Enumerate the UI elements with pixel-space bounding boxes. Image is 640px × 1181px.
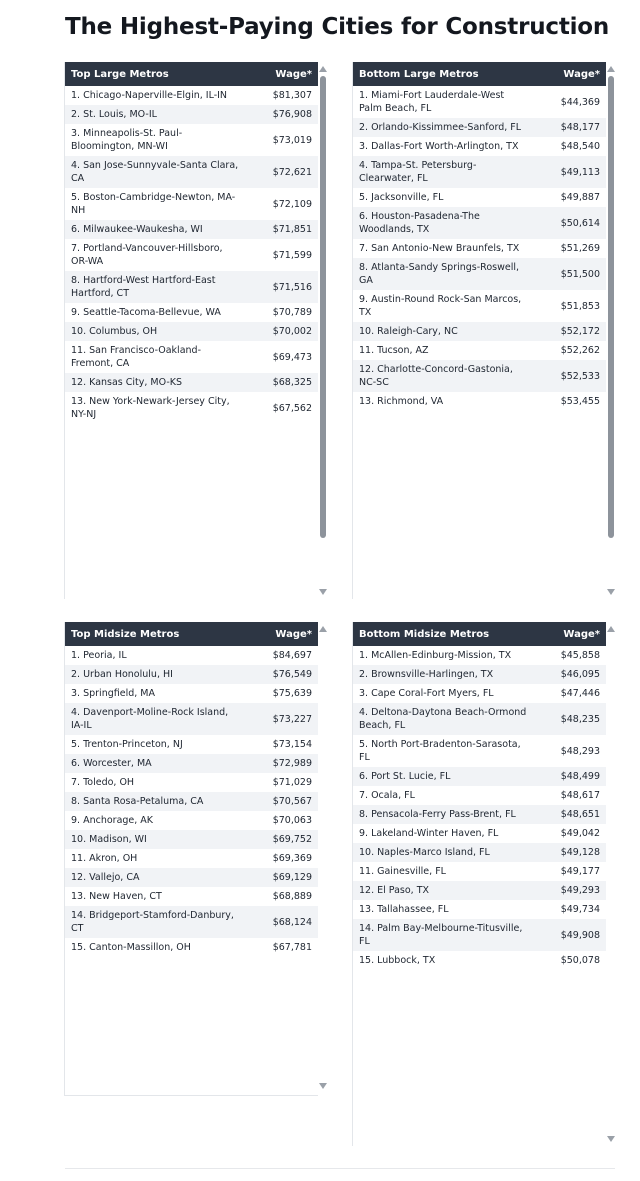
- scrollbar[interactable]: [605, 622, 617, 1146]
- table-row: [65, 271, 318, 303]
- metro-name-cell: 3. Minneapolis-St. Paul-Bloomington, MN-WI: [65, 124, 248, 156]
- metro-name-cell: 13. Richmond, VA: [353, 392, 536, 411]
- metro-name-cell: 1. Chicago-Naperville-Elgin, IL-IN: [65, 86, 248, 105]
- table-row: [353, 767, 606, 786]
- metro-name-cell: 3. Cape Coral-Fort Myers, FL: [353, 684, 536, 703]
- wage-cell: $51,853: [536, 290, 606, 322]
- wage-table: [65, 62, 318, 424]
- table-bottom-midsize-metros[interactable]: [352, 622, 617, 1146]
- table-row: [353, 188, 606, 207]
- metro-name-cell: 2. Urban Honolulu, HI: [65, 665, 248, 684]
- metro-name-cell: 14. Palm Bay-Melbourne-Titusville, FL: [353, 919, 536, 951]
- metro-name-cell: 6. Milwaukee-Waukesha, WI: [65, 220, 248, 239]
- wage-cell: $81,307: [248, 86, 318, 105]
- scroll-up-arrow-icon[interactable]: [319, 66, 327, 72]
- metro-name-cell: 10. Columbus, OH: [65, 322, 248, 341]
- metro-name-cell: 6. Port St. Lucie, FL: [353, 767, 536, 786]
- table-row: [65, 868, 318, 887]
- page-title: The Highest-Paying Cities for Construction: [65, 14, 610, 40]
- wage-cell: $69,369: [248, 849, 318, 868]
- wage-cell: $73,019: [248, 124, 318, 156]
- table-row: [65, 811, 318, 830]
- wage-cell: $52,172: [536, 322, 606, 341]
- metro-name-cell: 13. New York-Newark-Jersey City, NY-NJ: [65, 392, 248, 424]
- metro-name-cell: 13. New Haven, CT: [65, 887, 248, 906]
- scroll-up-arrow-icon[interactable]: [607, 626, 615, 632]
- wage-cell: $46,095: [536, 665, 606, 684]
- column-header-metro[interactable]: Top Large Metros: [65, 62, 248, 86]
- table-row: [65, 392, 318, 424]
- table-row: [65, 665, 318, 684]
- table-row: [353, 646, 606, 665]
- table-row: [65, 684, 318, 703]
- table-frame: [64, 622, 318, 1096]
- wage-cell: $48,293: [536, 735, 606, 767]
- metro-name-cell: 9. Austin-Round Rock-San Marcos, TX: [353, 290, 536, 322]
- metro-name-cell: 12. Charlotte-Concord-Gastonia, NC-SC: [353, 360, 536, 392]
- column-header-wage[interactable]: Wage*: [536, 622, 606, 646]
- table-frame: [352, 62, 606, 599]
- table-row: [353, 735, 606, 767]
- metro-name-cell: 7. Portland-Vancouver-Hillsboro, OR-WA: [65, 239, 248, 271]
- metro-name-cell: 15. Canton-Massillon, OH: [65, 938, 248, 957]
- table-row: [65, 373, 318, 392]
- metro-name-cell: 10. Naples-Marco Island, FL: [353, 843, 536, 862]
- table-row: [65, 906, 318, 938]
- table-header-row: [353, 622, 606, 646]
- wage-cell: $71,029: [248, 773, 318, 792]
- metro-name-cell: 10. Madison, WI: [65, 830, 248, 849]
- wage-cell: $84,697: [248, 646, 318, 665]
- table-row: [65, 124, 318, 156]
- table-row: [65, 341, 318, 373]
- metro-name-cell: 11. Akron, OH: [65, 849, 248, 868]
- table-row: [353, 156, 606, 188]
- table-row: [65, 105, 318, 124]
- wage-cell: $72,109: [248, 188, 318, 220]
- wage-cell: $49,734: [536, 900, 606, 919]
- wage-cell: $67,562: [248, 392, 318, 424]
- scrollbar[interactable]: [605, 62, 617, 599]
- wage-cell: $49,293: [536, 881, 606, 900]
- metro-name-cell: 8. Atlanta-Sandy Springs-Roswell, GA: [353, 258, 536, 290]
- metro-name-cell: 7. San Antonio-New Braunfels, TX: [353, 239, 536, 258]
- metro-name-cell: 12. Kansas City, MO-KS: [65, 373, 248, 392]
- table-row: [65, 792, 318, 811]
- wage-cell: $51,269: [536, 239, 606, 258]
- column-header-wage[interactable]: Wage*: [248, 62, 318, 86]
- wage-cell: $71,851: [248, 220, 318, 239]
- wage-cell: $48,177: [536, 118, 606, 137]
- wage-cell: $49,128: [536, 843, 606, 862]
- table-row: [65, 773, 318, 792]
- scroll-up-arrow-icon[interactable]: [607, 66, 615, 72]
- table-row: [65, 220, 318, 239]
- scroll-down-arrow-icon[interactable]: [319, 1083, 327, 1089]
- table-row: [65, 646, 318, 665]
- wage-cell: $67,781: [248, 938, 318, 957]
- metro-name-cell: 5. North Port-Bradenton-Sarasota, FL: [353, 735, 536, 767]
- table-top-midsize-metros[interactable]: [64, 622, 329, 1097]
- table-row: [65, 188, 318, 220]
- wage-cell: $51,500: [536, 258, 606, 290]
- table-row: [353, 239, 606, 258]
- metro-name-cell: 8. Pensacola-Ferry Pass-Brent, FL: [353, 805, 536, 824]
- table-row: [65, 156, 318, 188]
- metro-name-cell: 10. Raleigh-Cary, NC: [353, 322, 536, 341]
- wage-cell: $70,789: [248, 303, 318, 322]
- table-row: [65, 887, 318, 906]
- table-row: [353, 824, 606, 843]
- table-row: [353, 900, 606, 919]
- wage-cell: $72,621: [248, 156, 318, 188]
- table-row: [353, 919, 606, 951]
- column-header-metro[interactable]: Top Midsize Metros: [65, 622, 248, 646]
- metro-name-cell: 4. Deltona-Daytona Beach-Ormond Beach, FL: [353, 703, 536, 735]
- metro-name-cell: 11. Tucson, AZ: [353, 341, 536, 360]
- table-row: [353, 392, 606, 411]
- table-row: [353, 322, 606, 341]
- metro-name-cell: 15. Lubbock, TX: [353, 951, 536, 970]
- table-row: [353, 360, 606, 392]
- wage-cell: $70,567: [248, 792, 318, 811]
- wage-cell: $69,129: [248, 868, 318, 887]
- wage-table: [353, 62, 606, 411]
- table-header-row: [353, 62, 606, 86]
- wage-cell: $48,617: [536, 786, 606, 805]
- table-row: [353, 786, 606, 805]
- wage-cell: $75,639: [248, 684, 318, 703]
- metro-name-cell: 2. Orlando-Kissimmee-Sanford, FL: [353, 118, 536, 137]
- metro-name-cell: 3. Springfield, MA: [65, 684, 248, 703]
- metro-name-cell: 9. Anchorage, AK: [65, 811, 248, 830]
- metro-name-cell: 7. Toledo, OH: [65, 773, 248, 792]
- wage-cell: $50,614: [536, 207, 606, 239]
- wage-cell: $48,499: [536, 767, 606, 786]
- table-row: [65, 754, 318, 773]
- wage-cell: $48,540: [536, 137, 606, 156]
- wage-table: [65, 622, 318, 957]
- metro-name-cell: 14. Bridgeport-Stamford-Danbury, CT: [65, 906, 248, 938]
- wage-cell: $48,235: [536, 703, 606, 735]
- table-row: [65, 239, 318, 271]
- wage-cell: $49,908: [536, 919, 606, 951]
- metro-name-cell: 4. Tampa-St. Petersburg-Clearwater, FL: [353, 156, 536, 188]
- column-header-wage[interactable]: Wage*: [248, 622, 318, 646]
- table-row: [353, 805, 606, 824]
- wage-cell: $49,177: [536, 862, 606, 881]
- metro-name-cell: 2. St. Louis, MO-IL: [65, 105, 248, 124]
- table-row: [65, 303, 318, 322]
- wage-cell: $73,227: [248, 703, 318, 735]
- table-row: [65, 86, 318, 105]
- wage-cell: $49,042: [536, 824, 606, 843]
- table-header-row: [65, 62, 318, 86]
- metro-name-cell: 12. El Paso, TX: [353, 881, 536, 900]
- table-row: [353, 341, 606, 360]
- table-row: [65, 849, 318, 868]
- table-row: [65, 938, 318, 957]
- wage-cell: $68,124: [248, 906, 318, 938]
- scroll-down-arrow-icon[interactable]: [319, 589, 327, 595]
- table-row: [65, 322, 318, 341]
- table-row: [65, 703, 318, 735]
- wage-cell: $48,651: [536, 805, 606, 824]
- wage-cell: $45,858: [536, 646, 606, 665]
- wage-cell: $53,455: [536, 392, 606, 411]
- table-row: [353, 258, 606, 290]
- wage-cell: $70,063: [248, 811, 318, 830]
- wage-cell: $76,908: [248, 105, 318, 124]
- metro-name-cell: 2. Brownsville-Harlingen, TX: [353, 665, 536, 684]
- wage-cell: $49,887: [536, 188, 606, 207]
- table-row: [353, 703, 606, 735]
- divider: [65, 1168, 615, 1169]
- scrollbar-thumb[interactable]: [608, 76, 614, 538]
- wage-cell: $76,549: [248, 665, 318, 684]
- table-top-large-metros[interactable]: [64, 62, 329, 599]
- metro-name-cell: 6. Houston-Pasadena-The Woodlands, TX: [353, 207, 536, 239]
- column-header-metro[interactable]: Bottom Midsize Metros: [353, 622, 536, 646]
- metro-name-cell: 1. McAllen-Edinburg-Mission, TX: [353, 646, 536, 665]
- metro-name-cell: 9. Lakeland-Winter Haven, FL: [353, 824, 536, 843]
- table-row: [353, 290, 606, 322]
- wage-cell: $72,989: [248, 754, 318, 773]
- scrollbar-thumb[interactable]: [320, 76, 326, 538]
- wage-cell: $44,369: [536, 86, 606, 118]
- scroll-up-arrow-icon[interactable]: [319, 626, 327, 632]
- metro-name-cell: 8. Hartford-West Hartford-East Hartford, CT: [65, 271, 248, 303]
- table-bottom-large-metros[interactable]: [352, 62, 617, 599]
- metro-name-cell: 9. Seattle-Tacoma-Bellevue, WA: [65, 303, 248, 322]
- scrollbar[interactable]: [317, 622, 329, 1097]
- table-row: [353, 843, 606, 862]
- scroll-down-arrow-icon[interactable]: [607, 589, 615, 595]
- wage-cell: $52,533: [536, 360, 606, 392]
- metro-name-cell: 5. Jacksonville, FL: [353, 188, 536, 207]
- metro-name-cell: 1. Miami-Fort Lauderdale-West Palm Beach, FL: [353, 86, 536, 118]
- table-row: [353, 86, 606, 118]
- table-frame: [64, 62, 318, 599]
- table-row: [65, 830, 318, 849]
- metro-name-cell: 11. San Francisco-Oakland-Fremont, CA: [65, 341, 248, 373]
- table-row: [353, 881, 606, 900]
- metro-name-cell: 5. Boston-Cambridge-Newton, MA-NH: [65, 188, 248, 220]
- metro-name-cell: 11. Gainesville, FL: [353, 862, 536, 881]
- wage-cell: $71,599: [248, 239, 318, 271]
- wage-cell: $71,516: [248, 271, 318, 303]
- table-frame: [352, 622, 606, 1146]
- metro-name-cell: 6. Worcester, MA: [65, 754, 248, 773]
- wage-cell: $50,078: [536, 951, 606, 970]
- scrollbar[interactable]: [317, 62, 329, 599]
- table-row: [353, 137, 606, 156]
- table-row: [65, 735, 318, 754]
- wage-cell: $52,262: [536, 341, 606, 360]
- wage-cell: $68,889: [248, 887, 318, 906]
- metro-name-cell: 8. Santa Rosa-Petaluma, CA: [65, 792, 248, 811]
- metro-name-cell: 12. Vallejo, CA: [65, 868, 248, 887]
- metro-name-cell: 3. Dallas-Fort Worth-Arlington, TX: [353, 137, 536, 156]
- metro-name-cell: 4. San Jose-Sunnyvale-Santa Clara, CA: [65, 156, 248, 188]
- table-row: [353, 862, 606, 881]
- column-header-metro[interactable]: Bottom Large Metros: [353, 62, 536, 86]
- table-header-row: [65, 622, 318, 646]
- metro-name-cell: 1. Peoria, IL: [65, 646, 248, 665]
- table-row: [353, 118, 606, 137]
- wage-cell: $69,473: [248, 341, 318, 373]
- table-row: [353, 951, 606, 970]
- scroll-down-arrow-icon[interactable]: [607, 1136, 615, 1142]
- wage-cell: $47,446: [536, 684, 606, 703]
- wage-cell: $70,002: [248, 322, 318, 341]
- wage-table: [353, 622, 606, 970]
- metro-name-cell: 13. Tallahassee, FL: [353, 900, 536, 919]
- column-header-wage[interactable]: Wage*: [536, 62, 606, 86]
- wage-cell: $73,154: [248, 735, 318, 754]
- wage-cell: $68,325: [248, 373, 318, 392]
- wage-cell: $69,752: [248, 830, 318, 849]
- metro-name-cell: 4. Davenport-Moline-Rock Island, IA-IL: [65, 703, 248, 735]
- wage-cell: $49,113: [536, 156, 606, 188]
- table-row: [353, 665, 606, 684]
- table-row: [353, 207, 606, 239]
- metro-name-cell: 7. Ocala, FL: [353, 786, 536, 805]
- metro-name-cell: 5. Trenton-Princeton, NJ: [65, 735, 248, 754]
- table-row: [353, 684, 606, 703]
